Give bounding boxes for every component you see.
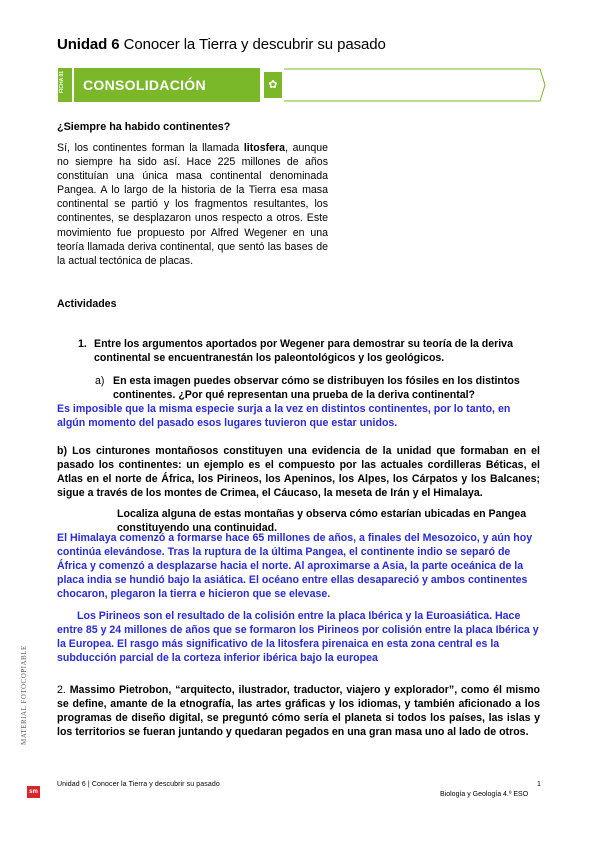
activities-title: Actividades: [57, 298, 117, 310]
footer-page-number: 1: [537, 781, 541, 788]
footer-subject: Biología y Geología 4.º ESO: [440, 791, 529, 798]
intro-question: ¿Siempre ha habido continentes?: [57, 121, 231, 133]
question-2-number: 2.: [57, 684, 66, 696]
unit-label: Unidad 6: [57, 36, 120, 53]
question-1a-text: En esta imagen puedes observar cómo se distribuyen los fósiles en los distintos continentes. ¿Por qué representan una prueba de la deriva continental?: [113, 375, 520, 402]
answer-1a: Es imposible que la misma especie surja a la vez en distintos continentes, por lo tanto, en algún momento del pasado esos lugares tuvieron que estar unidos.: [57, 403, 511, 430]
sm-logo: sm: [27, 786, 40, 798]
question-2-text: Massimo Pietrobon, “arquitecto, ilustrador, traductor, viajero y explorador”, como él mismo se define, amante de la etnografía, las artes gráficas y los idiomas, y también aficionado a los programas de diseño digital, se preguntó cómo sería el planeta si todos los países, las islas y los territorios se fueran juntando y quedaran pegados en una gran masa uno al lado de otros.: [57, 684, 541, 739]
consolidation-banner: [58, 68, 546, 102]
banner-title: CONSOLIDACIÓN: [74, 68, 260, 102]
banner-tag: FICHA 01: [58, 68, 72, 102]
question-2: [57, 683, 540, 739]
term-litosfera: litosfera: [243, 142, 286, 154]
footer-unit: Unidad 6 | Conocer la Tierra y descubrir su pasado: [57, 781, 220, 788]
unit-subtitle: Conocer la Tierra y descubrir su pasado: [123, 36, 386, 53]
answer-1b-himalaya: El Himalaya comenzó a formarse hace 65 millones de años, a finales del Mesozoico, y aún hoy continúa elevándose. Tras la ruptura de la última Pangea, el continente indio se separó de África y comenzó a desplazarse hacia el norte. Al aproximarse a Asia, la parte oceánica de la placa india se hundió bajo la asiática. El océano entre ellas desapareció y ambos continentes chocaron, plegaron la tierra e hicieron que se elevase.: [57, 532, 533, 601]
gear-icon: ✿: [264, 72, 282, 98]
intro-paragraph: Sí, los continentes forman la llamada litosfera, aunque no siempre ha sido así. Hace 225 millones de años constituían una única masa continental denominada Pangea. A lo largo de la historia de la Tierra esa masa continental se partió y los fragmentos resultantes, los continentes, se desplazaron unos respecto a otros. Este movimiento fue propuesto por Alfred Wegener en una teoría llamada deriva continental, que sentó las bases de la actual tectónica de placas.: [57, 142, 328, 267]
question-1b-instruction: Localiza alguna de estas montañas y observa cómo estarían ubicadas en Pangea constituyendo una continuidad.: [117, 508, 527, 535]
answer-1b-pirineos: Los Pirineos son el resultado de la colisión entre la placa Ibérica y la Euroasiática. Hace entre 85 y 24 millones de años que se formaron los Pirineos por colisión entre la placa Ibérica y la Europea. El rasgo más significativo de la litosfera pirenaica en esta zona central es la subducción parcial de la corteza inferior ibérica bajo la europea: [57, 610, 539, 665]
question-1-number: 1.: [78, 338, 87, 350]
unit-title: [57, 36, 386, 53]
question-1a-number: a): [95, 375, 105, 387]
question-1b: b) Los cinturones montañosos constituyen una evidencia de la unidad que formaban en el pasado los continentes: un ejemplo es el compuesto por las actuales cordilleras Béticas, el Atlas en el norte de África, los Pirineos, los Apeninos, los Alpes, los Cárpatos y los Balcanes; sigue a través de los montes de Crimea, el Cáucaso, la meseta de Irán y el Himalaya.: [57, 445, 540, 500]
question-1-text: Entre los argumentos aportados por Wegener para demostrar su teoría de la deriva continental se encuentranestán los paleontológicos y los geológicos.: [94, 338, 513, 365]
side-copyright-text: MATERIAL FOTOCOPIABLE: [20, 645, 28, 745]
